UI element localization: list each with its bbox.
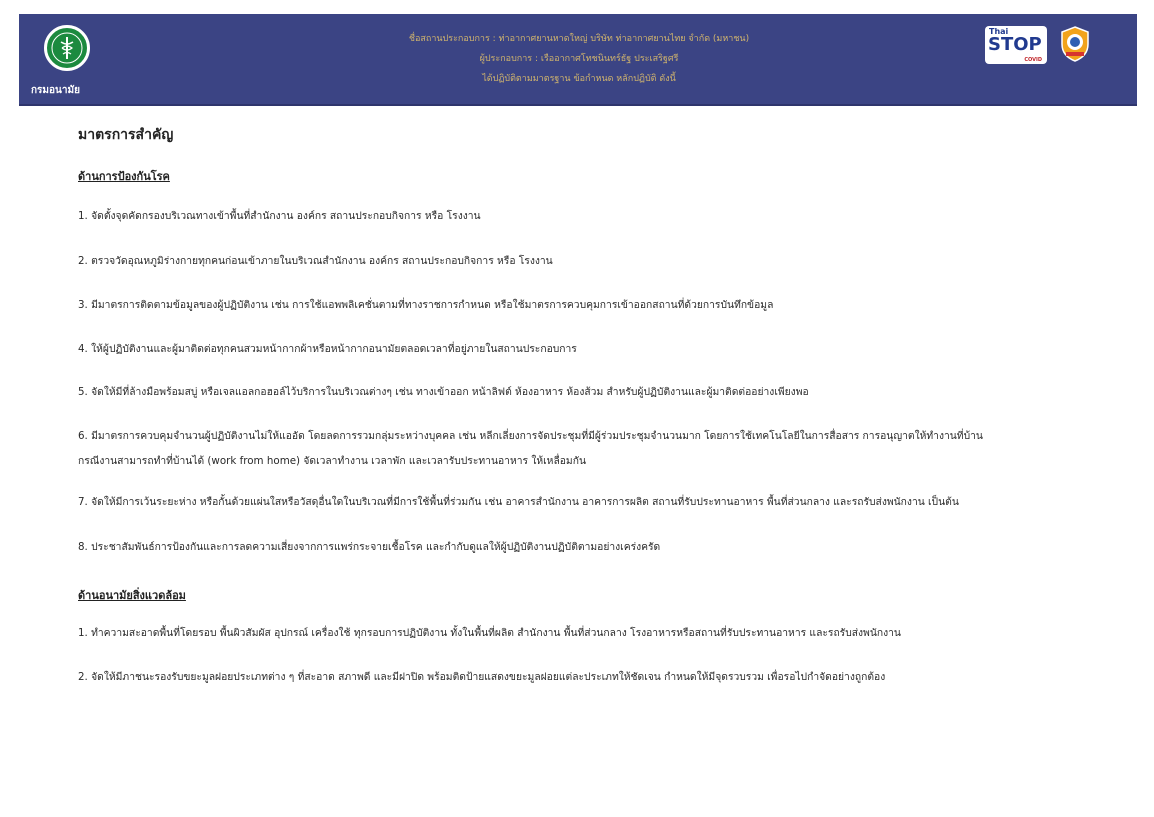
list-item: 8. ประชาสัมพันธ์การป้องกันและการลดความเสี่ยงจากการแพร่กระจายเชื้อโรค และกำกับดูแลให้ผู้ปฏิบัติงานปฏิบัติตามอย่างเคร่งครัด (78, 541, 661, 553)
list-item-continuation: กรณีงานสามารถทำที่บ้านได้ (work from home) จัดเวลาทำงาน เวลาพัก และเวลารับประทานอาหาร ให้เหลื่อมกัน (78, 455, 586, 467)
page-title: มาตรการสำคัญ (78, 127, 174, 143)
establishment-info (259, 29, 899, 89)
thai-stop-sub-text: COVID (1024, 57, 1042, 63)
compliance-statement: ได้ปฏิบัติตามมาตรฐาน ข้อกำหนด หลักปฏิบัติ ดังนี้ (482, 74, 676, 84)
department-of-health-logo (27, 20, 109, 100)
thai-stop-top-text: Thai (989, 27, 1009, 36)
thai-stop-covid-badge (985, 26, 1047, 64)
list-item: 7. จัดให้มีการเว้นระยะห่าง หรือกั้นด้วยแผ่นใสหรือวัสดุอื่นใดในบริเวณที่มีการใช้พื้นที่ร่วมกัน เช่น อาคารสำนักงาน อาคารการผลิต สถานที่รับประทานอาหาร พื้นที่ส่วนกลาง และรถรับส่งพนักงาน เป็นต้น (78, 496, 959, 508)
list-item: 4. ให้ผู้ปฏิบัติงานและผู้มาติดต่อทุกคนสวมหน้ากากผ้าหรือหน้ากากอนามัยตลอดเวลาที่อยู่ภายในสถานประกอบการ (78, 343, 577, 355)
list-item: 2. จัดให้มีภาชนะรองรับขยะมูลฝอยประเภทต่าง ๆ ที่สะอาด สภาพดี และมีฝาปิด พร้อมติดป้ายแสดงขยะมูลฝอยแต่ละประเภทให้ชัดเจน กำหนดให้มีจุดรวบรวม เพื่อรอไปกำจัดอย่างถูกต้อง (78, 671, 886, 683)
list-item: 6. มีมาตรการควบคุมจำนวนผู้ปฏิบัติงานไม่ให้แออัด โดยลดการรวมกลุ่มระหว่างบุคคล เช่น หลีกเลี่ยงการจัดประชุมที่มีผู้ร่วมประชุมจำนวนมาก โดยการใช้เทคโนโลยีในการสื่อสาร การอนุญาตให้ทำงานที่บ้าน (78, 430, 983, 442)
establishment-name: ชื่อสถานประกอบการ : ท่าอากาศยานหาดใหญ่ บริษัท ท่าอากาศยานไทย จำกัด (มหาชน) (408, 34, 750, 44)
thai-stop-main-text: STOP (988, 34, 1042, 55)
list-item: 1. ทำความสะอาดพื้นที่โดยรอบ พื้นผิวสัมผัส อุปกรณ์ เครื่องใช้ ทุกรอบการปฏิบัติงาน ทั้งในพื้นที่ผลิต สำนักงาน พื้นที่ส่วนกลาง โรงอาหารหรือสถานที่รับประทานอาหาร และรถรับส่งพนักงาน (78, 627, 901, 639)
section-heading-environmental-health: ด้านอนามัยสิ่งแวดล้อม (78, 589, 186, 602)
department-logo-text: กรมอนามัย (31, 85, 80, 96)
list-item: 5. จัดให้มีที่ล้างมือพร้อมสบู่ หรือเจลแอลกอฮอล์ไว้บริการในบริเวณต่างๆ เช่น ทางเข้าออก หน้าลิฟต์ ห้องอาหาร ห้องส้วม สำหรับผู้ปฏิบัติงานและผู้มาติดต่ออย่างเพียงพอ (78, 386, 809, 398)
section-heading-disease-prevention: ด้านการป้องกันโรค (78, 170, 170, 183)
list-item: 2. ตรวจวัดอุณหภูมิร่างกายทุกคนก่อนเข้าภายในบริเวณสำนักงาน องค์กร สถานประกอบกิจการ หรือ โรงงาน (78, 255, 553, 267)
list-item: 3. มีมาตรการติดตามข้อมูลของผู้ปฏิบัติงาน เช่น การใช้แอพพลิเคชั่นตามที่ทางราชการกำหนด หรือใช้มาตรการควบคุมการเข้าออกสถานที่ด้วยการบันทึกข้อมูล (78, 299, 774, 311)
operator-name: ผู้ประกอบการ : เรืออากาศโทชนินทร์ธัฐ ประเสริฐศรี (479, 54, 679, 64)
caduceus-emblem-icon (44, 25, 90, 71)
shield-badge-icon (1060, 26, 1090, 62)
header-banner (19, 14, 1137, 106)
list-item: 1. จัดตั้งจุดคัดกรองบริเวณทางเข้าพื้นที่สำนักงาน องค์กร สถานประกอบกิจการ หรือ โรงงาน (78, 210, 481, 222)
